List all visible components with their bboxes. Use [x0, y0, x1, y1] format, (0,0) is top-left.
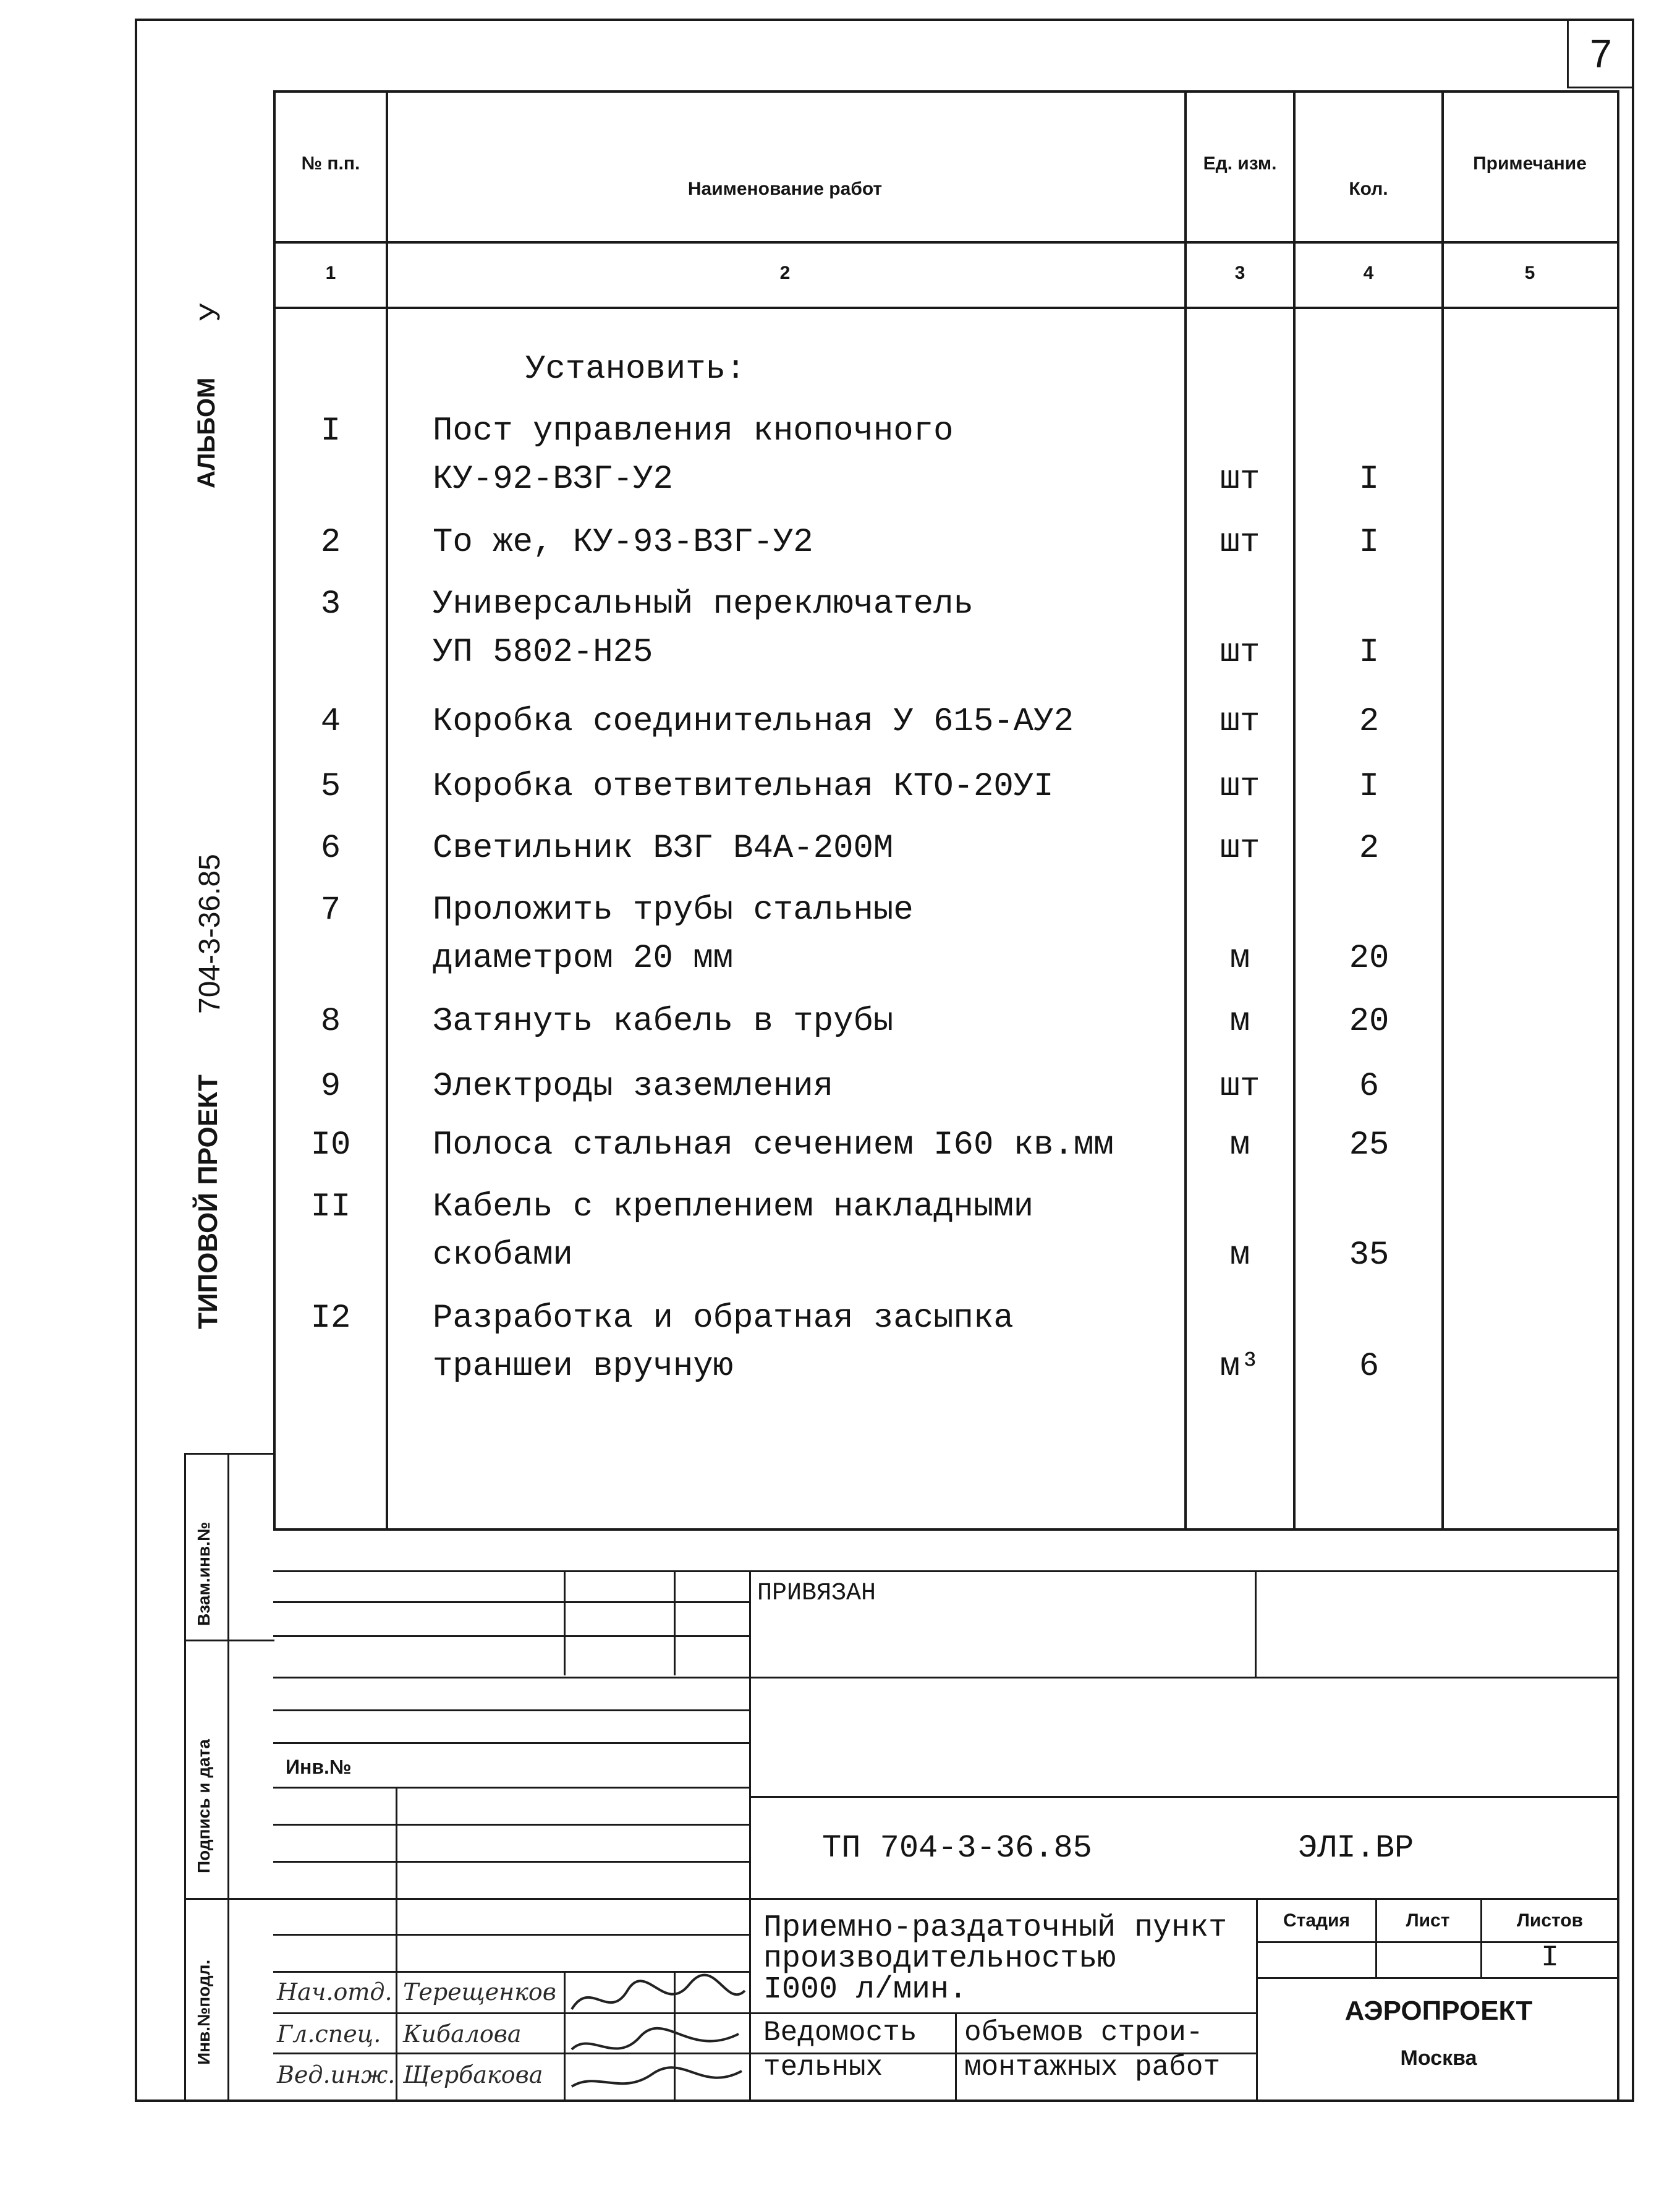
row-number: I0 — [310, 1126, 351, 1164]
stamp-v2 — [674, 1570, 676, 1675]
stamp-h7 — [273, 1824, 749, 1826]
row-qty: I — [1359, 634, 1380, 671]
stamp-h9 — [273, 1861, 749, 1863]
colnum-2: 2 — [779, 263, 791, 283]
row-name-line2: диаметром 20 мм — [433, 940, 734, 977]
row-name-line2: УП 5802-Н25 — [433, 634, 653, 671]
header-unit: Ед. изм. — [1203, 153, 1277, 174]
row-name-line1: То же, КУ-93-ВЗГ-У2 — [433, 524, 813, 561]
colnum-1: 1 — [325, 263, 336, 283]
row-qty: 35 — [1349, 1236, 1389, 1274]
strip-podpis-label: Подпись и дата — [194, 1739, 213, 1873]
stamp-doc-code: ТП 704-3-36.85 — [822, 1830, 1092, 1866]
row-name-line1: Пост управления кнопочного — [433, 412, 954, 450]
stamp-v11 — [955, 2012, 957, 2100]
numbers-divider — [273, 307, 1619, 309]
row-qty: 25 — [1349, 1126, 1389, 1164]
row-name-line1: Проложить трубы стальные — [433, 891, 914, 929]
strip-vzam-label: Взам.инв.№ — [194, 1521, 213, 1626]
strip-top — [184, 1453, 274, 1455]
table-bottom — [273, 1528, 1619, 1531]
row-name-line1: Разработка и обратная засыпка — [433, 1300, 1014, 1337]
row-name-line1: Коробка соединительная У 615-АУ2 — [433, 703, 1074, 741]
stamp-subtitle-left-1: Ведомость — [763, 2017, 917, 2049]
header-num: № п.п. — [301, 153, 360, 174]
stamp-v3 — [749, 1570, 751, 2100]
stamp-h3 — [273, 1677, 1619, 1678]
col-div-4 — [1441, 90, 1444, 1531]
side-album-label: АЛЬБОМ — [193, 377, 220, 488]
name-2: Кибалова — [403, 2020, 522, 2048]
row-unit: шт — [1220, 830, 1260, 867]
name-1: Терещенков — [403, 1978, 556, 2006]
row-name-line1: Универсальный переключатель — [433, 585, 974, 623]
row-unit: шт — [1220, 768, 1260, 806]
colnum-3: 3 — [1234, 263, 1245, 283]
row-unit: м — [1229, 1003, 1250, 1040]
row-qty: I — [1359, 524, 1380, 561]
col-div-1 — [386, 90, 388, 1531]
row-name-line1: Полоса стальная сечением I60 кв.мм — [433, 1126, 1114, 1164]
stamp-h6 — [273, 1787, 749, 1789]
stamp-v4 — [1255, 1570, 1257, 1677]
row-number: II — [310, 1188, 351, 1226]
row-number: 8 — [320, 1003, 341, 1040]
row-qty: 2 — [1359, 830, 1380, 867]
page-num-box-left — [1567, 19, 1569, 88]
colnum-4: 4 — [1363, 263, 1374, 283]
stamp-top — [273, 1570, 1619, 1572]
signature-scribbles — [566, 1972, 748, 2099]
header-divider — [273, 241, 1619, 244]
stamp-sheets-value: I — [1541, 1941, 1559, 1975]
stamp-h11 — [273, 1934, 749, 1936]
table-right — [1617, 90, 1619, 2100]
row-unit: шт — [1220, 703, 1260, 741]
side-album-number: У — [193, 303, 226, 321]
page-number: 7 — [1590, 32, 1612, 76]
row-unit: м — [1229, 1126, 1250, 1164]
table-top — [273, 90, 1619, 93]
stamp-title-2: производительностью — [763, 1941, 1116, 1976]
stamp-h5 — [273, 1742, 749, 1744]
frame-right — [1632, 19, 1634, 2102]
row-number: 3 — [320, 585, 341, 623]
header-qty: Кол. — [1349, 179, 1388, 199]
stamp-h4 — [273, 1709, 749, 1711]
row-qty: 6 — [1359, 1348, 1380, 1385]
col-div-3 — [1293, 90, 1296, 1531]
row-number: 2 — [320, 524, 341, 561]
page-num-box-bottom — [1567, 87, 1634, 88]
stamp-stage-label: Стадия — [1283, 1910, 1351, 1931]
row-name-line1: Светильник ВЗГ В4А-200М — [433, 830, 894, 867]
stamp-subtitle-left-2: тельных — [763, 2051, 883, 2083]
stamp-subtitle-right-1: объемов строи- — [964, 2017, 1203, 2049]
row-name-line1: Кабель с креплением накладными — [433, 1188, 1034, 1226]
row-number: I — [320, 412, 341, 450]
frame-left — [135, 19, 137, 2102]
row-qty: 20 — [1349, 940, 1389, 977]
stamp-h2 — [273, 1635, 749, 1637]
strip-invpodl-label: Инв.№подл. — [194, 1959, 213, 2065]
row-qty: 20 — [1349, 1003, 1389, 1040]
stamp-v5 — [396, 1787, 397, 2100]
row-unit: шт — [1220, 634, 1260, 671]
stamp-title-1: Приемно-раздаточный пункт — [763, 1910, 1228, 1946]
stamp-title-3: I000 л/мин. — [763, 1972, 968, 2007]
signature-2 — [572, 2028, 739, 2049]
stamp-privyazan: ПРИВЯЗАН — [757, 1580, 876, 1607]
stamp-h13 — [273, 2012, 1256, 2014]
row-qty: I — [1359, 461, 1380, 498]
stamp-v1 — [564, 1570, 566, 1675]
row-number: 4 — [320, 703, 341, 741]
stamp-org: АЭРОПРОЕКТ — [1344, 1996, 1533, 2026]
stamp-h10 — [273, 1898, 1619, 1900]
header-note: Примечание — [1473, 153, 1587, 174]
row-unit: шт — [1220, 461, 1260, 498]
row-number: 9 — [320, 1068, 341, 1105]
side-project-label: ТИПОВОЙ ПРОЕКТ — [193, 1074, 223, 1329]
frame-top — [135, 19, 1634, 21]
stamp-subtitle-right-2: монтажных работ — [964, 2051, 1221, 2083]
stamp-h8 — [749, 1796, 1619, 1798]
role-2: Гл.спец. — [277, 2020, 381, 2048]
row-name-line1: Коробка ответвительная КТО-20УI — [433, 768, 1054, 806]
colnum-5: 5 — [1524, 263, 1535, 283]
row-name-line2: скобами — [433, 1236, 573, 1274]
stamp-v9 — [1375, 1898, 1377, 1978]
row-number: 5 — [320, 768, 341, 806]
row-number: I2 — [310, 1300, 351, 1337]
row-unit: шт — [1220, 524, 1260, 561]
stamp-v10 — [1480, 1898, 1482, 1978]
frame-bottom — [135, 2100, 1634, 2102]
signature-3 — [572, 2067, 742, 2087]
strip-div-1 — [184, 1640, 274, 1641]
stamp-sheets-label: Листов — [1516, 1910, 1584, 1931]
side-project-number: 704-3-36.85 — [193, 854, 226, 1014]
row-unit: м — [1229, 1236, 1250, 1274]
stamp-inv-no: Инв.№ — [286, 1756, 352, 1778]
row-name-line2: КУ-92-ВЗГ-У2 — [433, 461, 673, 498]
header-name: Наименование работ — [687, 179, 883, 199]
strip-left — [184, 1453, 186, 2100]
role-1: Нач.отд. — [277, 1978, 392, 2006]
name-3: Щербакова — [403, 2061, 543, 2088]
stamp-sheet-code: ЭЛI.ВР — [1298, 1830, 1414, 1866]
row-name-line1: Электроды заземления — [433, 1068, 834, 1105]
row-name-line1: Затянуть кабель в трубы — [433, 1003, 894, 1040]
row-unit: м³ — [1220, 1348, 1260, 1385]
section-heading: Установить: — [525, 351, 746, 388]
stamp-h1 — [273, 1601, 749, 1603]
row-name-line2: траншеи вручную — [433, 1348, 734, 1385]
stamp-city: Москва — [1400, 2046, 1477, 2070]
row-unit: шт — [1220, 1068, 1260, 1105]
stamp-sheet-label: Лист — [1406, 1910, 1450, 1931]
signature-1 — [572, 1975, 745, 2009]
row-qty: 6 — [1359, 1068, 1380, 1105]
row-unit: м — [1229, 940, 1250, 977]
stamp-v8 — [1256, 1898, 1258, 2100]
stamp-h16 — [1256, 1977, 1619, 1979]
row-qty: I — [1359, 768, 1380, 806]
role-3: Вед.инж. — [277, 2061, 396, 2088]
strip-mid — [227, 1453, 229, 2100]
row-number: 6 — [320, 830, 341, 867]
col-div-2 — [1184, 90, 1187, 1531]
row-qty: 2 — [1359, 703, 1380, 741]
strip-div-2 — [184, 1898, 274, 1900]
row-number: 7 — [320, 891, 341, 929]
